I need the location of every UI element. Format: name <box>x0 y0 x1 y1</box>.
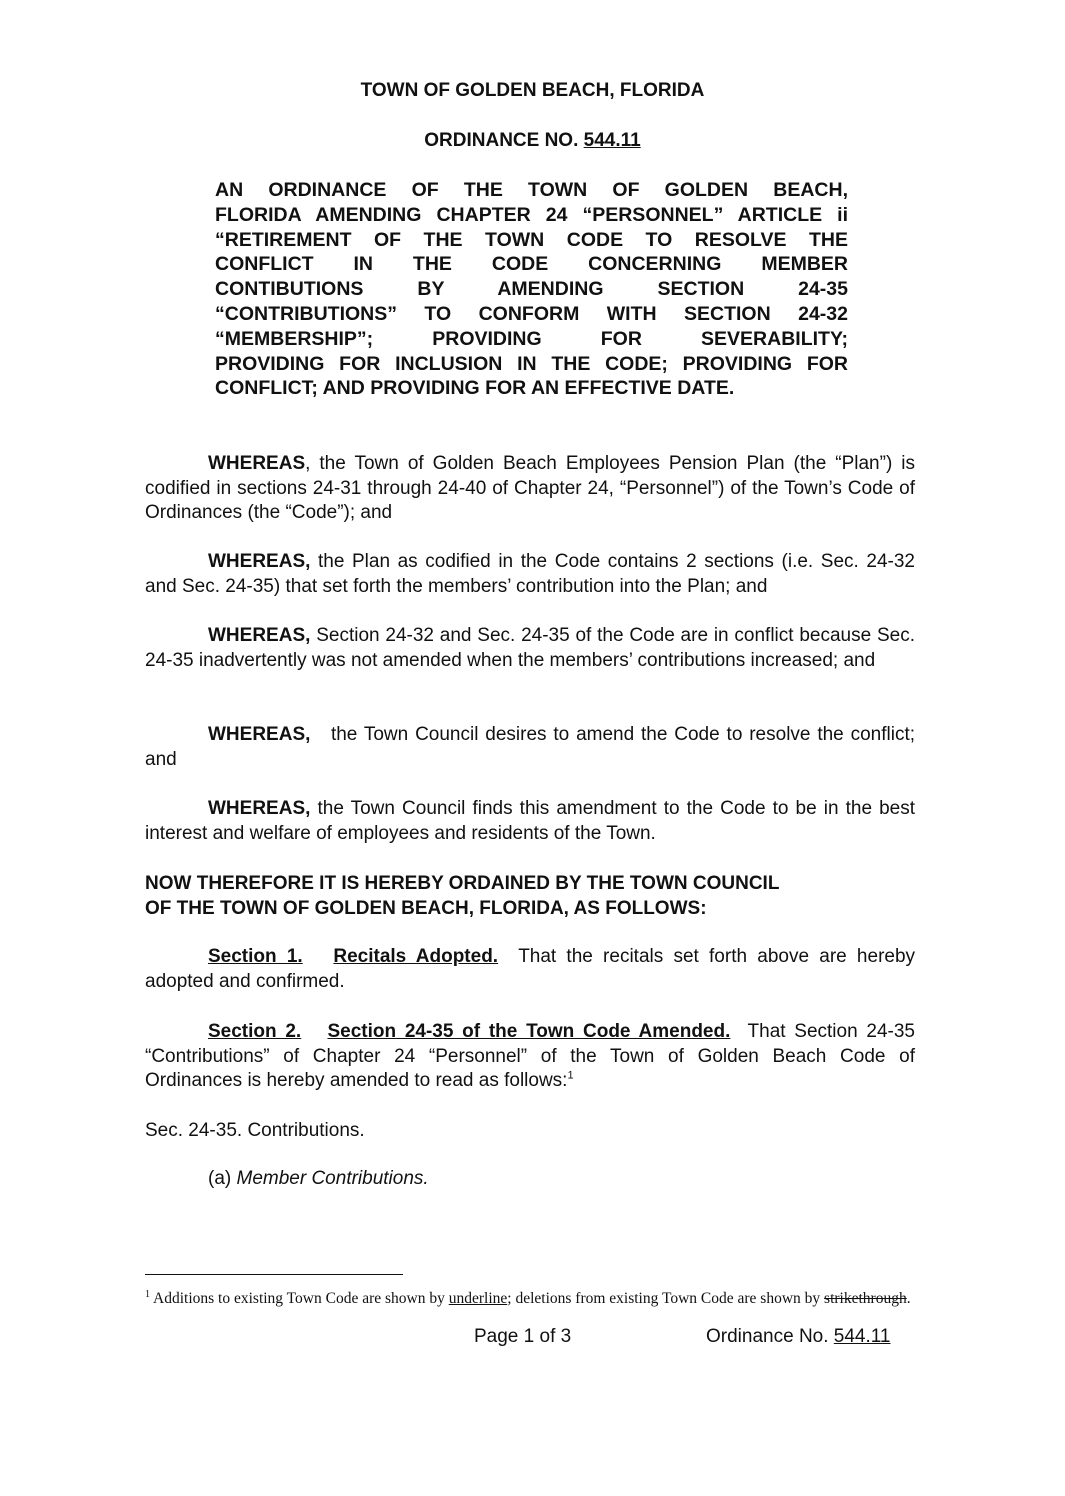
caption-line: PROVIDING FOR INCLUSION IN THE CODE; PROVIDING FOR <box>215 352 848 375</box>
subsection-label: (a) <box>208 1168 237 1189</box>
footnote-underline-example: underline <box>448 1290 508 1308</box>
recital-text: the Town Council desires to amend the Code to resolve the conflict; and <box>145 724 921 770</box>
footnote-text: ; deletions from existing Town Code are shown by <box>507 1290 825 1308</box>
section-text: That Section 24-35 “Contributions” of Chapter 24 “Personnel” of the Town of Golden Beach Code of Ordinances is hereby amended to read as follows: <box>145 1021 921 1091</box>
ordaining-clause <box>145 872 915 921</box>
caption-line: “MEMBERSHIP”; PROVIDING FOR SEVERABILITY; <box>215 327 848 350</box>
ordinance-title <box>0 130 1065 152</box>
caption-line: FLORIDA AMENDING CHAPTER 24 “PERSONNEL” ARTICLE ii <box>215 203 848 226</box>
section-1 <box>145 945 921 994</box>
caption-line: AN ORDINANCE OF THE TOWN OF GOLDEN BEACH, <box>215 179 848 201</box>
ordaining-clause-line: NOW THEREFORE IT IS HEREBY ORDAINED BY THE TOWN COUNCIL <box>145 873 780 894</box>
ordinance-prefix: ORDINANCE NO. <box>424 130 584 151</box>
section-number: Section 2. <box>208 1021 302 1042</box>
code-section-heading: Sec. 24-35. Contributions. <box>145 1120 365 1141</box>
subsection-title: Member Contributions. <box>236 1168 429 1189</box>
town-title: TOWN OF GOLDEN BEACH, FLORIDA <box>360 80 705 101</box>
recital-text: the Town Council finds this amendment to the Code to be in the best interest and welfare of employees and residents of the Town. <box>145 798 915 844</box>
footnote-reference: 1 <box>567 1069 574 1082</box>
section-number: Section 1. <box>208 946 303 967</box>
ordinance-caption <box>215 178 848 401</box>
recital-paragraph <box>145 550 915 599</box>
caption-line: CONTIBUTIONS BY AMENDING SECTION 24-35 <box>215 278 848 301</box>
footnote <box>145 1285 915 1309</box>
recital-lead: WHEREAS, <box>208 551 311 572</box>
footnote-marker: 1 <box>145 1289 150 1300</box>
caption-line: “CONTRIBUTIONS” TO CONFORM WITH SECTION 24-32 <box>215 302 848 325</box>
caption-line: CONFLICT IN THE CODE CONCERNING MEMBER <box>215 253 848 276</box>
caption-line: CONFLICT; AND PROVIDING FOR AN EFFECTIVE DATE. <box>215 377 735 400</box>
footer-ordinance <box>706 1326 891 1348</box>
caption-line: “RETIREMENT OF THE TOWN CODE TO RESOLVE THE <box>215 228 848 251</box>
recital-lead: WHEREAS, <box>208 724 311 745</box>
footnote-divider <box>145 1274 403 1275</box>
footnote-strike-example: strikethrough <box>824 1290 907 1308</box>
section-title: Recitals Adopted. <box>333 946 499 967</box>
ordaining-clause-line: OF THE TOWN OF GOLDEN BEACH, FLORIDA, AS FOLLOWS: <box>145 897 707 919</box>
footnote-text: Additions to existing Town Code are shown by <box>150 1290 449 1308</box>
footnote-text: . <box>906 1290 911 1308</box>
recital-paragraph <box>145 723 921 772</box>
page-number: Page 1 of 3 <box>474 1326 572 1347</box>
footer-ordinance-prefix: Ordinance No. <box>706 1326 834 1347</box>
recital-paragraph <box>145 624 915 673</box>
recital-text: , the Town of Golden Beach Employees Pension Plan (the “Plan”) is codified in sections 24-31 through 24-40 of Chapter 24, “Personnel”) of the Town’s Code of Ordinances (the “Code”); and <box>145 453 915 523</box>
recital-lead: WHEREAS, <box>208 798 311 819</box>
recital-paragraph <box>145 797 915 846</box>
recital-text: Section 24-32 and Sec. 24-35 of the Code are in conflict because Sec. 24-35 inadvertently was not amended when the members’ contributions increased; and <box>145 625 915 671</box>
section-text: That the recitals set forth above are hereby adopted and confirmed. <box>145 946 921 992</box>
section-2 <box>145 1020 921 1094</box>
code-subsection <box>208 1168 429 1190</box>
recital-lead: WHEREAS, <box>208 625 311 646</box>
recital-text: the Plan as codified in the Code contains 2 sections (i.e. Sec. 24-32 and Sec. 24-35) that set forth the members’ contribution into the Plan; and <box>145 551 915 597</box>
ordinance-number: 544.11 <box>583 130 641 151</box>
section-title: Section 24-35 of the Town Code Amended. <box>327 1021 731 1042</box>
footer-ordinance-number: 544.11 <box>833 1326 891 1347</box>
recital-paragraph <box>145 452 915 526</box>
recital-lead: WHEREAS <box>208 453 306 474</box>
